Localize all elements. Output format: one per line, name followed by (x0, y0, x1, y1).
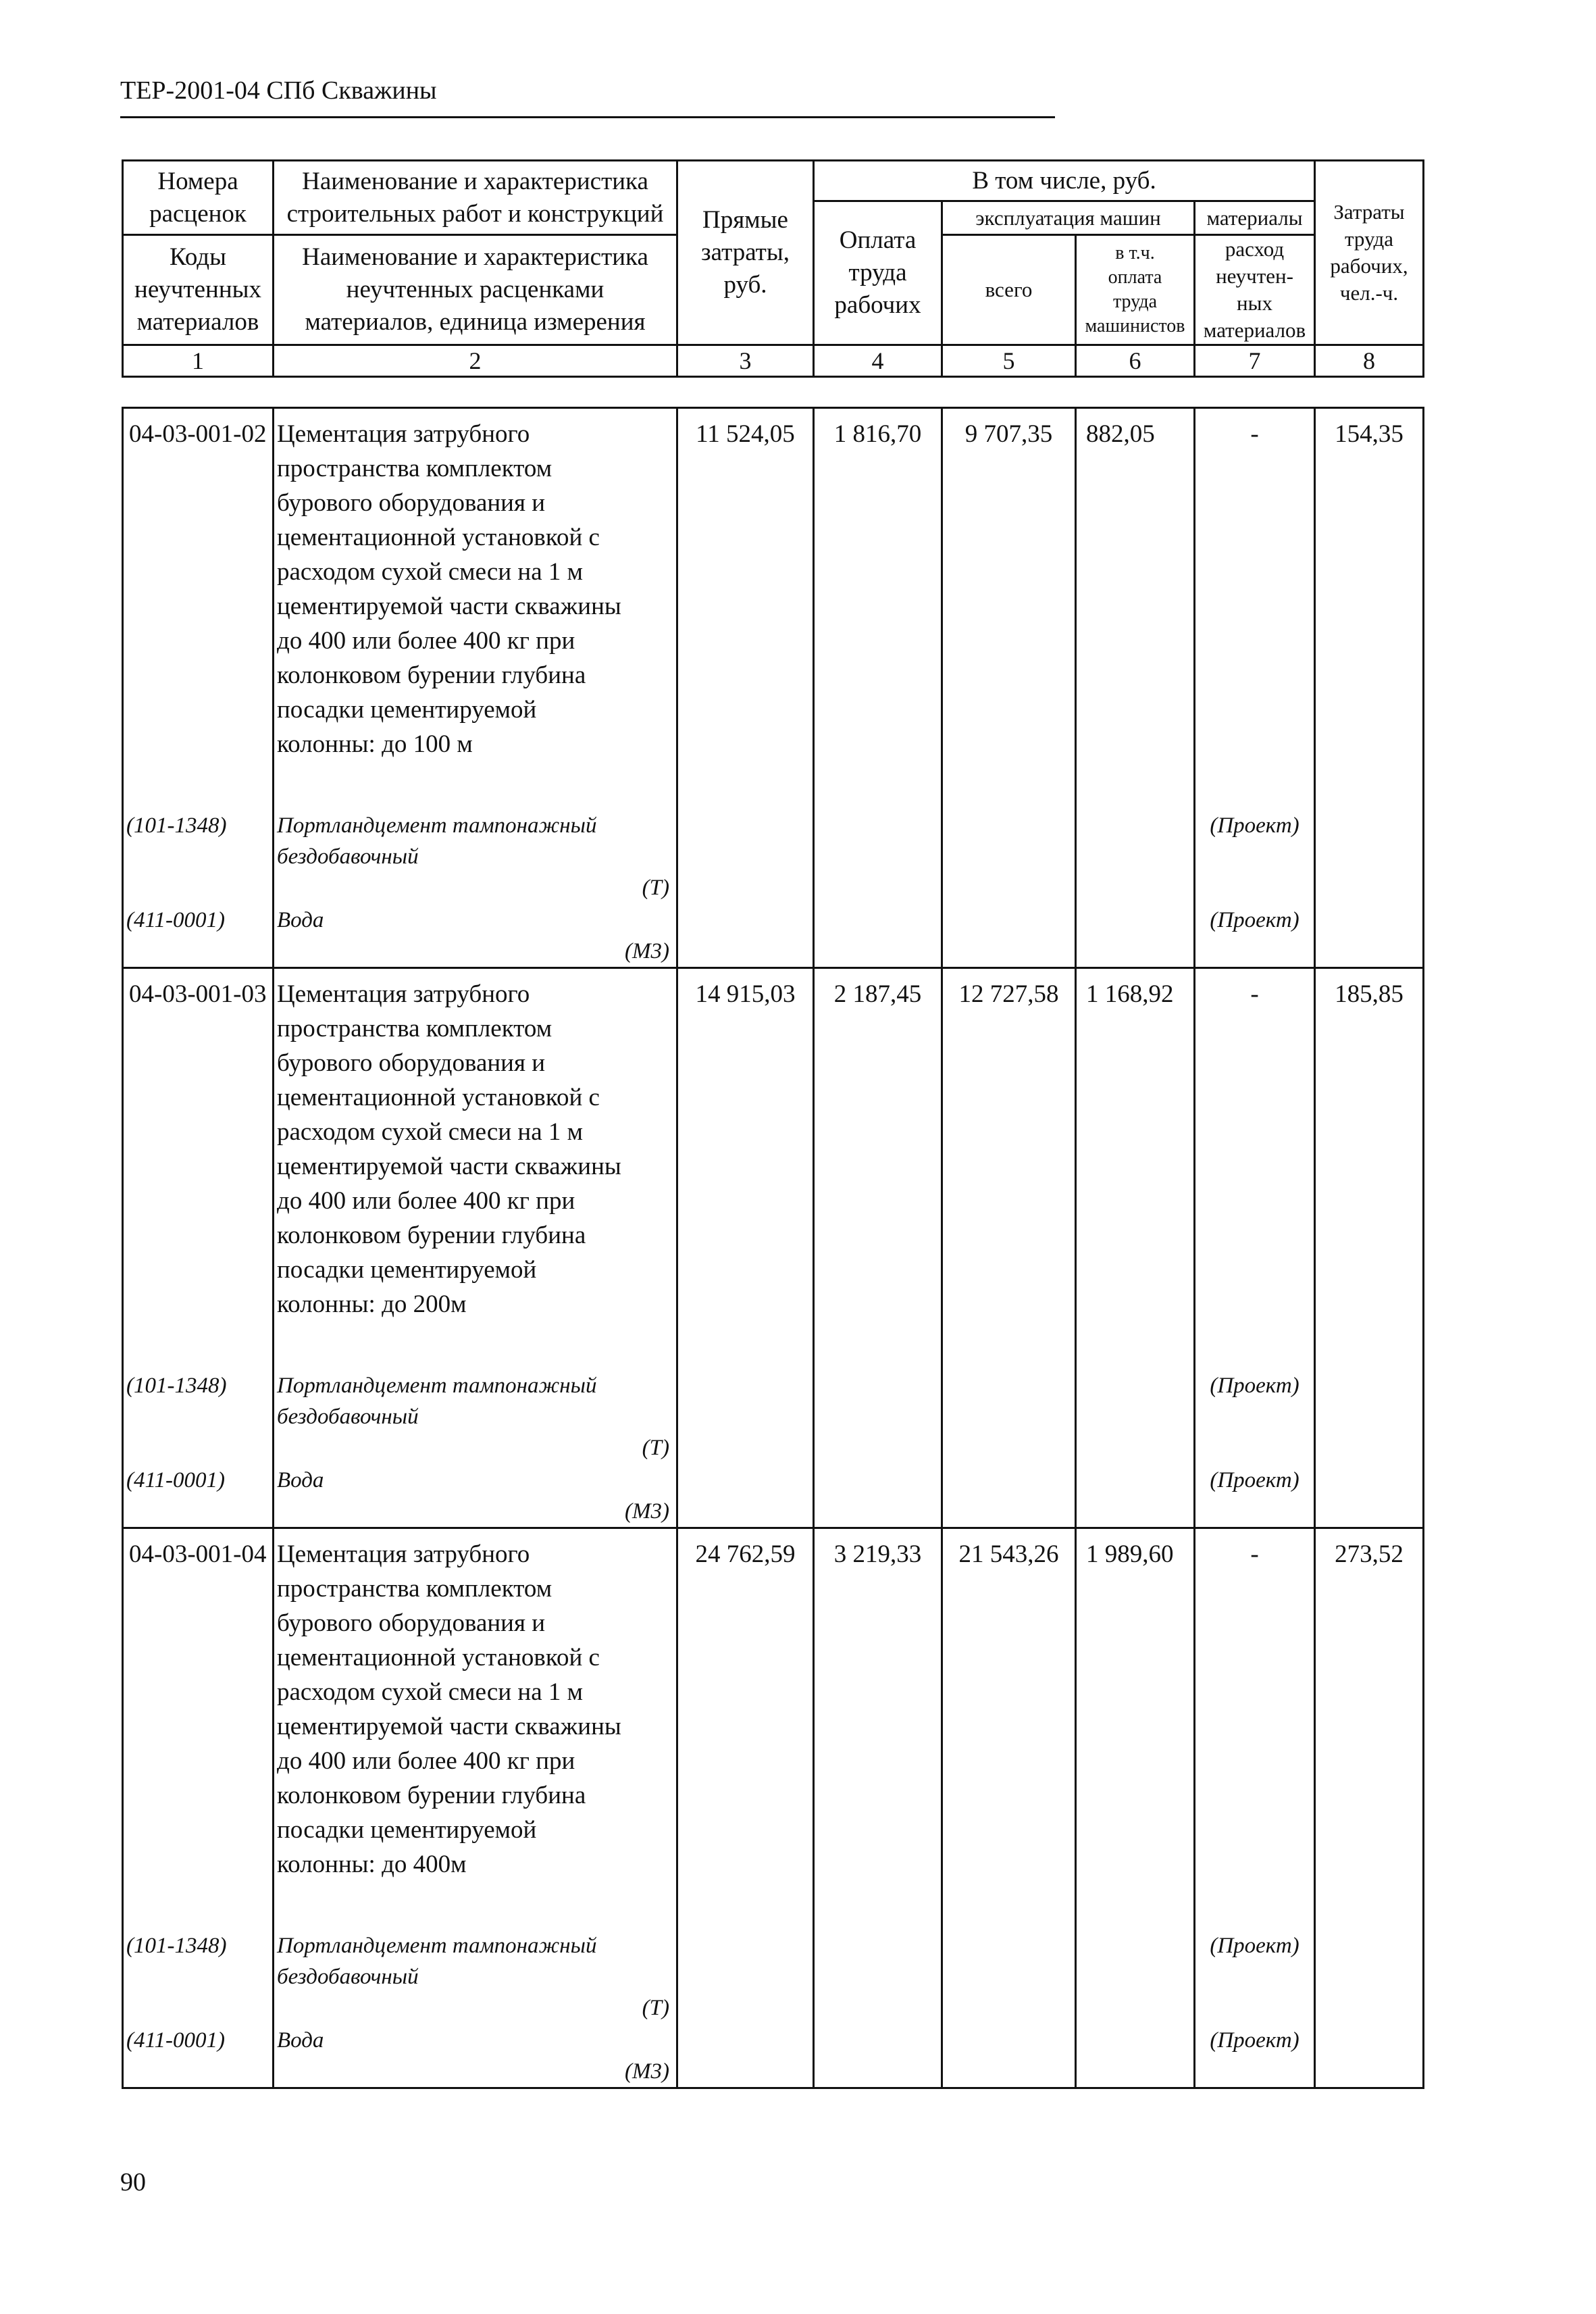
header-material-name: Наименование и характеристика неучтенных расценками материалов, единица измерения (274, 235, 677, 345)
material-note: (Проект) (1195, 2023, 1315, 2088)
header-machinist-pay: в т.ч. оплата труда машинистов (1076, 235, 1195, 345)
direct-costs: 14 915,03 (677, 968, 814, 1322)
column-number: 3 (677, 345, 814, 377)
empty-cell (942, 809, 1076, 903)
spacer-cell (814, 1882, 942, 1929)
material-code: (411-0001) (123, 2023, 274, 2088)
material-code: (101-1348) (123, 1369, 274, 1463)
spacer-cell (677, 1882, 814, 1929)
empty-cell (677, 903, 814, 968)
spacer-cell (123, 1322, 274, 1369)
empty-cell (942, 2023, 1076, 2088)
empty-cell (1076, 809, 1195, 903)
material-code: (411-0001) (123, 903, 274, 968)
machines-total: 21 543,26 (942, 1528, 1076, 1882)
column-number: 1 (123, 345, 274, 377)
spacer-cell (274, 761, 677, 809)
empty-cell (677, 1929, 814, 2023)
spacer-cell (1195, 1322, 1315, 1369)
column-number: 8 (1315, 345, 1424, 377)
direct-costs: 24 762,59 (677, 1528, 814, 1882)
rate-name: Цементация затрубного пространства комплектом бурового оборудования и цементационной установкой с расходом сухой смеси на 1 м цементируемой части скважины до 400 или более 400 кг при колонковом бурении глубина посадки цементируемой колонны: до 400м (274, 1528, 677, 1882)
empty-cell (1315, 2023, 1424, 2088)
material-code: (101-1348) (123, 1929, 274, 2023)
material-row (123, 1929, 1424, 2023)
material-row (123, 1369, 1424, 1463)
material-unit: (Т) (642, 1436, 669, 1460)
spacer-cell (1076, 761, 1195, 809)
empty-cell (814, 903, 942, 968)
column-number: 7 (1195, 345, 1315, 377)
table-row (123, 1528, 1424, 1882)
header-table (122, 159, 1424, 378)
material-note: (Проект) (1195, 1369, 1315, 1463)
empty-cell (942, 903, 1076, 968)
column-number: 5 (942, 345, 1076, 377)
column-number: 6 (1076, 345, 1195, 377)
material-usage: - (1195, 968, 1315, 1322)
header-work-name: Наименование и характеристика строительных работ и конструкций (274, 161, 677, 235)
spacer-cell (1076, 1882, 1195, 1929)
empty-cell (1076, 1463, 1195, 1528)
material-name: Портландцемент тампонажный бездобавочный (Т) (274, 1369, 677, 1463)
worker-pay: 2 187,45 (814, 968, 942, 1322)
material-usage: - (1195, 1528, 1315, 1882)
spacer-cell (1195, 1882, 1315, 1929)
worker-pay: 1 816,70 (814, 408, 942, 762)
spacer-cell (274, 1322, 677, 1369)
document-title: ТЕР-2001-04 СПб Скважины (120, 76, 437, 105)
rates-table (122, 407, 1424, 2089)
empty-cell (1076, 1929, 1195, 2023)
direct-costs: 11 524,05 (677, 408, 814, 762)
spacer-cell (1315, 1882, 1424, 1929)
spacer-cell (942, 1882, 1076, 1929)
empty-cell (1315, 1929, 1424, 2023)
spacer-cell (677, 1322, 814, 1369)
empty-cell (1315, 903, 1424, 968)
empty-cell (1076, 903, 1195, 968)
header-rate-numbers: Номера расценок (123, 161, 274, 235)
labor-hours: 185,85 (1315, 968, 1424, 1322)
page-number: 90 (120, 2168, 146, 2196)
material-row (123, 2023, 1424, 2088)
spacer-cell (1076, 1322, 1195, 1369)
material-unit: (М3) (625, 1499, 669, 1524)
machinist-pay: 882,05 (1076, 408, 1195, 762)
labor-hours: 154,35 (1315, 408, 1424, 762)
header-machines-total: всего (942, 235, 1076, 345)
empty-cell (1076, 1369, 1195, 1463)
empty-cell (814, 1369, 942, 1463)
empty-cell (814, 1929, 942, 2023)
table-row (123, 408, 1424, 762)
title-divider (120, 116, 1055, 118)
rate-code: 04-03-001-03 (123, 968, 274, 1322)
material-name: Вода (М3) (274, 2023, 677, 2088)
spacer-cell (814, 761, 942, 809)
empty-cell (814, 1463, 942, 1528)
header-including: В том числе, руб. (814, 161, 1315, 201)
empty-cell (942, 1369, 1076, 1463)
worker-pay: 3 219,33 (814, 1528, 942, 1882)
empty-cell (942, 1463, 1076, 1528)
empty-cell (814, 809, 942, 903)
header-worker-pay: Оплата труда рабочих (814, 201, 942, 345)
machinist-pay: 1 168,92 (1076, 968, 1195, 1322)
empty-cell (814, 2023, 942, 2088)
labor-hours: 273,52 (1315, 1528, 1424, 1882)
spacer-cell (1315, 1322, 1424, 1369)
spacer-cell (814, 1322, 942, 1369)
spacer-cell (677, 761, 814, 809)
material-note: (Проект) (1195, 809, 1315, 903)
header-materials: материалы (1195, 201, 1315, 235)
empty-cell (1315, 809, 1424, 903)
empty-cell (677, 1463, 814, 1528)
rate-name: Цементация затрубного пространства комплектом бурового оборудования и цементационной установкой с расходом сухой смеси на 1 м цементируемой части скважины до 400 или более 400 кг при колонковом бурении глубина посадки цементируемой колонны: до 200м (274, 968, 677, 1322)
empty-cell (677, 2023, 814, 2088)
table-row (123, 968, 1424, 1322)
rate-code: 04-03-001-04 (123, 1528, 274, 1882)
header-material-usage: расход неучтен- ных материалов (1195, 235, 1315, 345)
material-row (123, 1463, 1424, 1528)
empty-cell (942, 1929, 1076, 2023)
material-unit: (Т) (642, 1996, 669, 2020)
machinist-pay: 1 989,60 (1076, 1528, 1195, 1882)
material-name: Портландцемент тампонажный бездобавочный (Т) (274, 809, 677, 903)
material-note: (Проект) (1195, 1463, 1315, 1528)
spacer-cell (274, 1882, 677, 1929)
spacer-cell (942, 1322, 1076, 1369)
material-note: (Проект) (1195, 903, 1315, 968)
spacer-cell (1315, 761, 1424, 809)
header-labor-hours: Затраты труда рабочих, чел.-ч. (1315, 161, 1424, 345)
material-name: Вода (М3) (274, 903, 677, 968)
material-usage: - (1195, 408, 1315, 762)
empty-cell (1315, 1463, 1424, 1528)
material-unit: (М3) (625, 939, 669, 963)
header-machine-operation: эксплуатация машин (942, 201, 1195, 235)
spacer-cell (123, 1882, 274, 1929)
column-number: 4 (814, 345, 942, 377)
material-row (123, 809, 1424, 903)
rate-name: Цементация затрубного пространства комплектом бурового оборудования и цементационной установкой с расходом сухой смеси на 1 м цементируемой части скважины до 400 или более 400 кг при колонковом бурении глубина посадки цементируемой колонны: до 100 м (274, 408, 677, 762)
material-row (123, 903, 1424, 968)
spacer-cell (123, 761, 274, 809)
spacer-cell (1195, 761, 1315, 809)
empty-cell (677, 1369, 814, 1463)
material-name: Вода (М3) (274, 1463, 677, 1528)
machines-total: 12 727,58 (942, 968, 1076, 1322)
rate-code: 04-03-001-02 (123, 408, 274, 762)
material-code: (411-0001) (123, 1463, 274, 1528)
empty-cell (677, 809, 814, 903)
material-name: Портландцемент тампонажный бездобавочный (Т) (274, 1929, 677, 2023)
machines-total: 9 707,35 (942, 408, 1076, 762)
material-unit: (Т) (642, 876, 669, 900)
material-unit: (М3) (625, 2059, 669, 2084)
header-column-numbers (123, 345, 1424, 377)
column-number: 2 (274, 345, 677, 377)
material-code: (101-1348) (123, 809, 274, 903)
header-direct-costs: Прямые затраты, руб. (677, 161, 814, 345)
spacer-cell (942, 761, 1076, 809)
empty-cell (1076, 2023, 1195, 2088)
header-unaccounted-codes: Коды неучтенных материалов (123, 235, 274, 345)
material-note: (Проект) (1195, 1929, 1315, 2023)
empty-cell (1315, 1369, 1424, 1463)
